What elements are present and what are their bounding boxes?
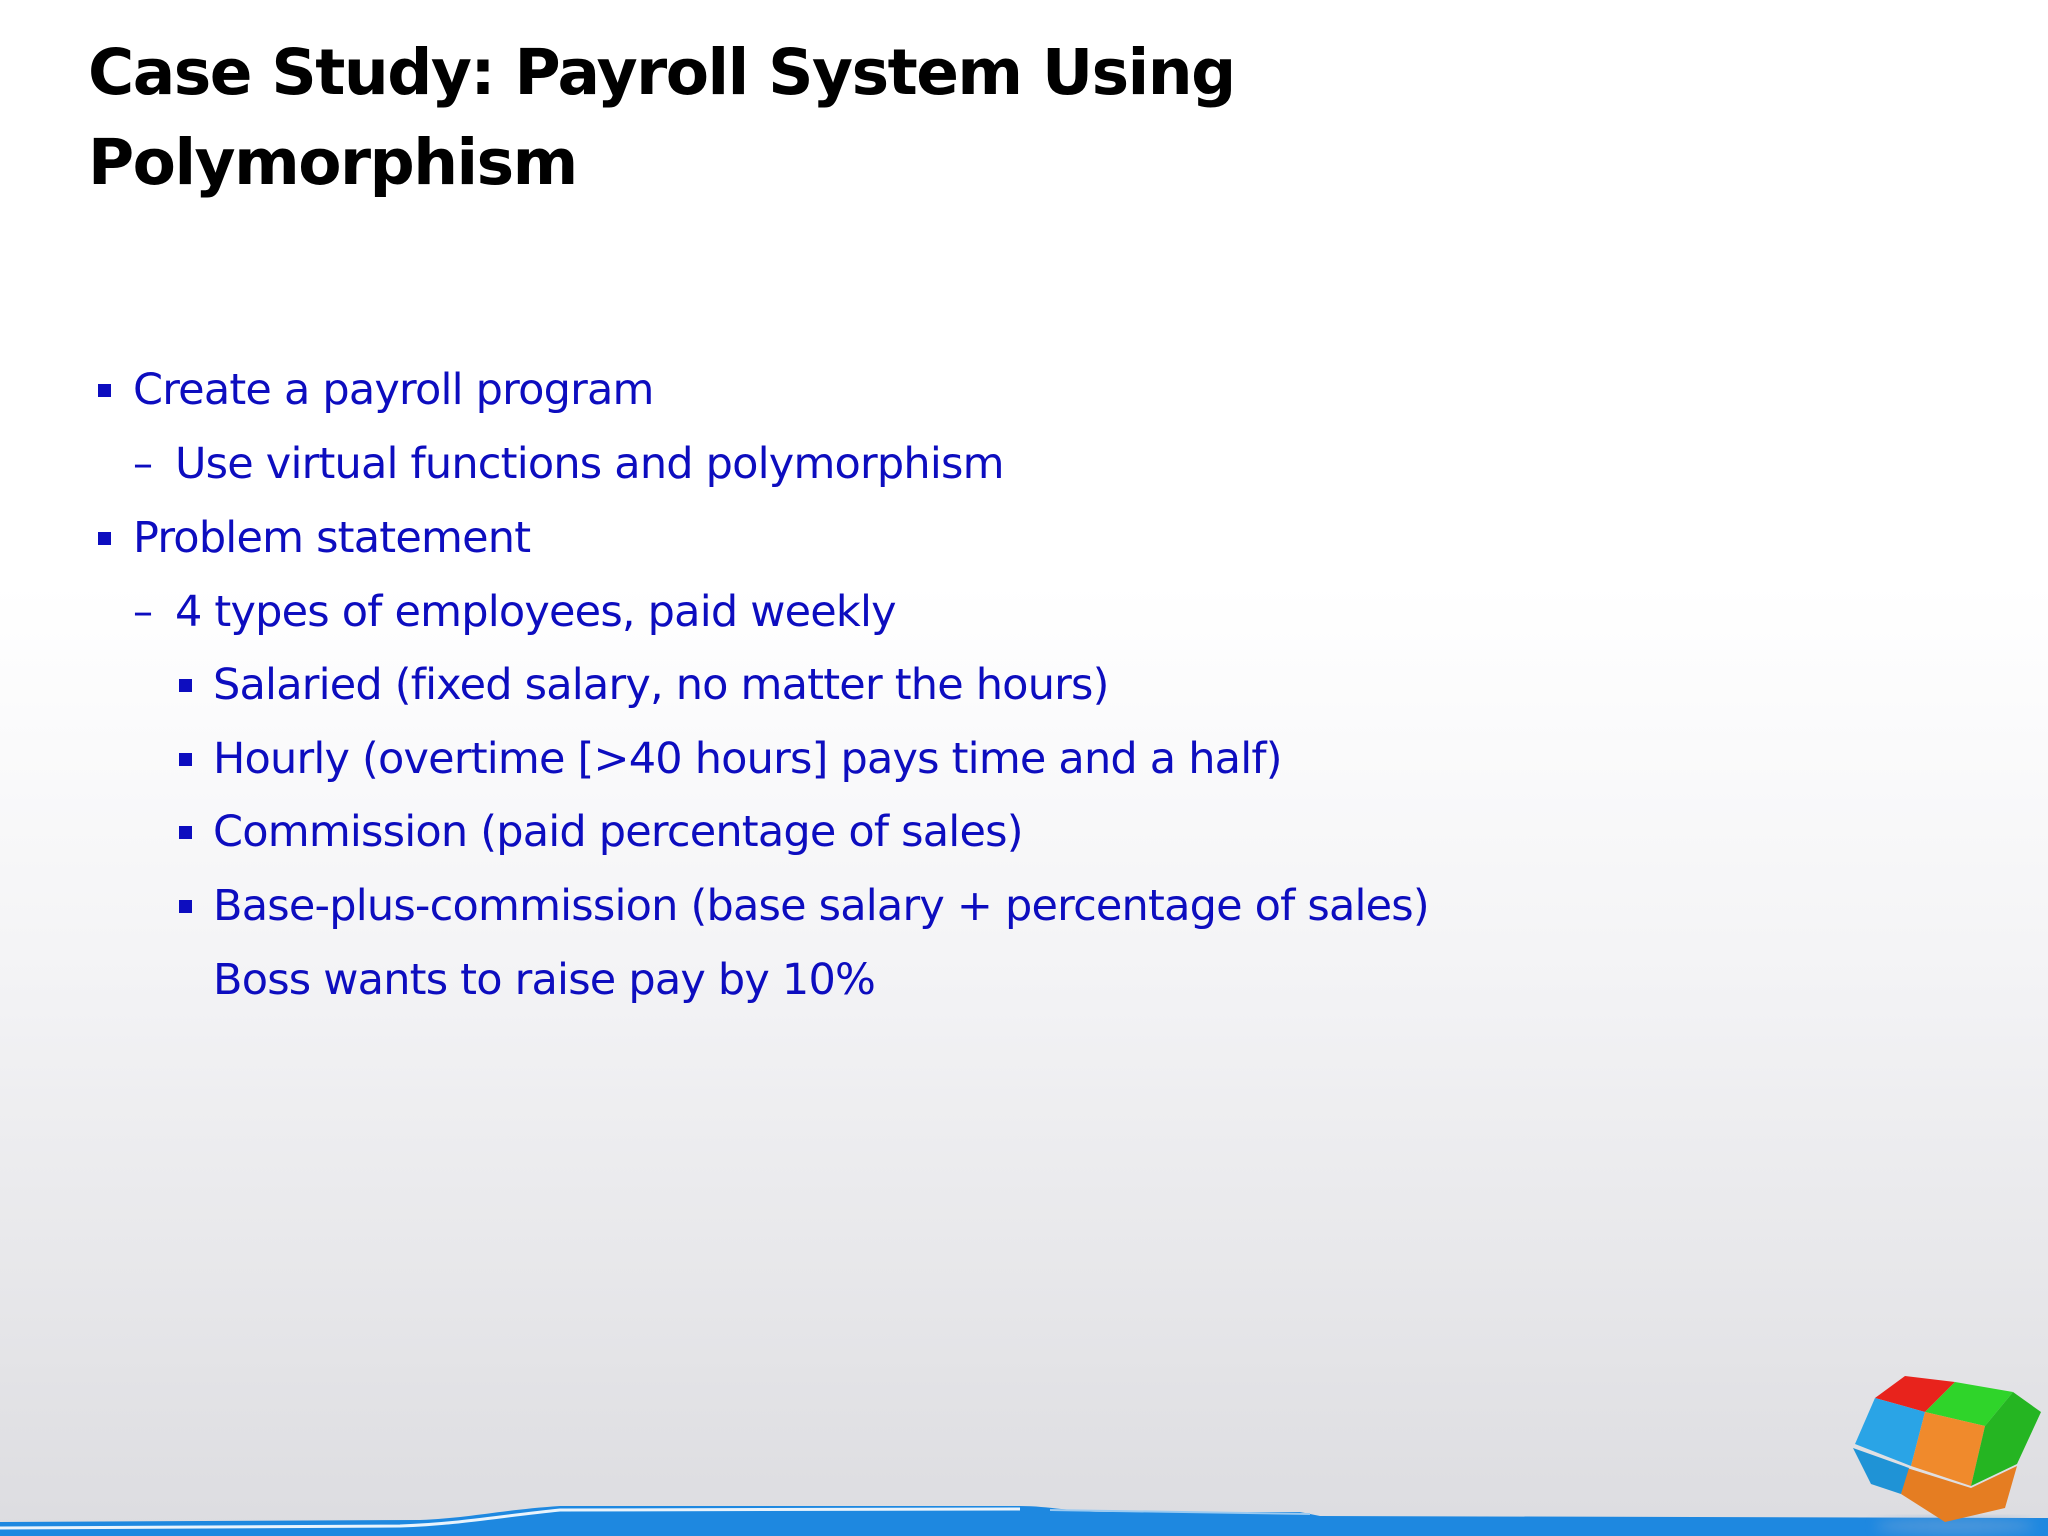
footer-wave-decoration	[0, 1476, 2048, 1536]
square-bullet-icon	[179, 900, 192, 913]
bullet-item-salaried: Salaried (fixed salary, no matter the hours)	[213, 660, 1109, 710]
bullet-item-problem-statement: Problem statement	[133, 513, 531, 563]
square-bullet-icon	[98, 384, 111, 397]
square-bullet-icon	[179, 679, 192, 692]
bullet-item-create-payroll: Create a payroll program	[133, 365, 654, 415]
bullet-item-hourly: Hourly (overtime [>40 hours] pays time and a half)	[213, 734, 1282, 784]
cube-logo-icon	[1845, 1368, 2045, 1536]
square-bullet-icon	[179, 826, 192, 839]
bullet-item-commission: Commission (paid percentage of sales)	[213, 807, 1023, 857]
square-bullet-icon	[179, 753, 192, 766]
slide-title-line-1: Case Study: Payroll System Using	[88, 36, 1235, 109]
square-bullet-icon	[98, 532, 111, 545]
bullet-item-virtual-functions: Use virtual functions and polymorphism	[175, 439, 1004, 489]
bullet-item-base-plus-commission: Base-plus-commission (base salary + percentage of sales)	[213, 881, 1429, 931]
slide-title-line-2: Polymorphism	[88, 126, 577, 199]
dash-bullet-icon: –	[133, 441, 153, 487]
bullet-item-raise-pay: Boss wants to raise pay by 10%	[213, 955, 876, 1005]
bullet-item-employee-types: 4 types of employees, paid weekly	[175, 587, 896, 637]
dash-bullet-icon: –	[133, 589, 153, 635]
